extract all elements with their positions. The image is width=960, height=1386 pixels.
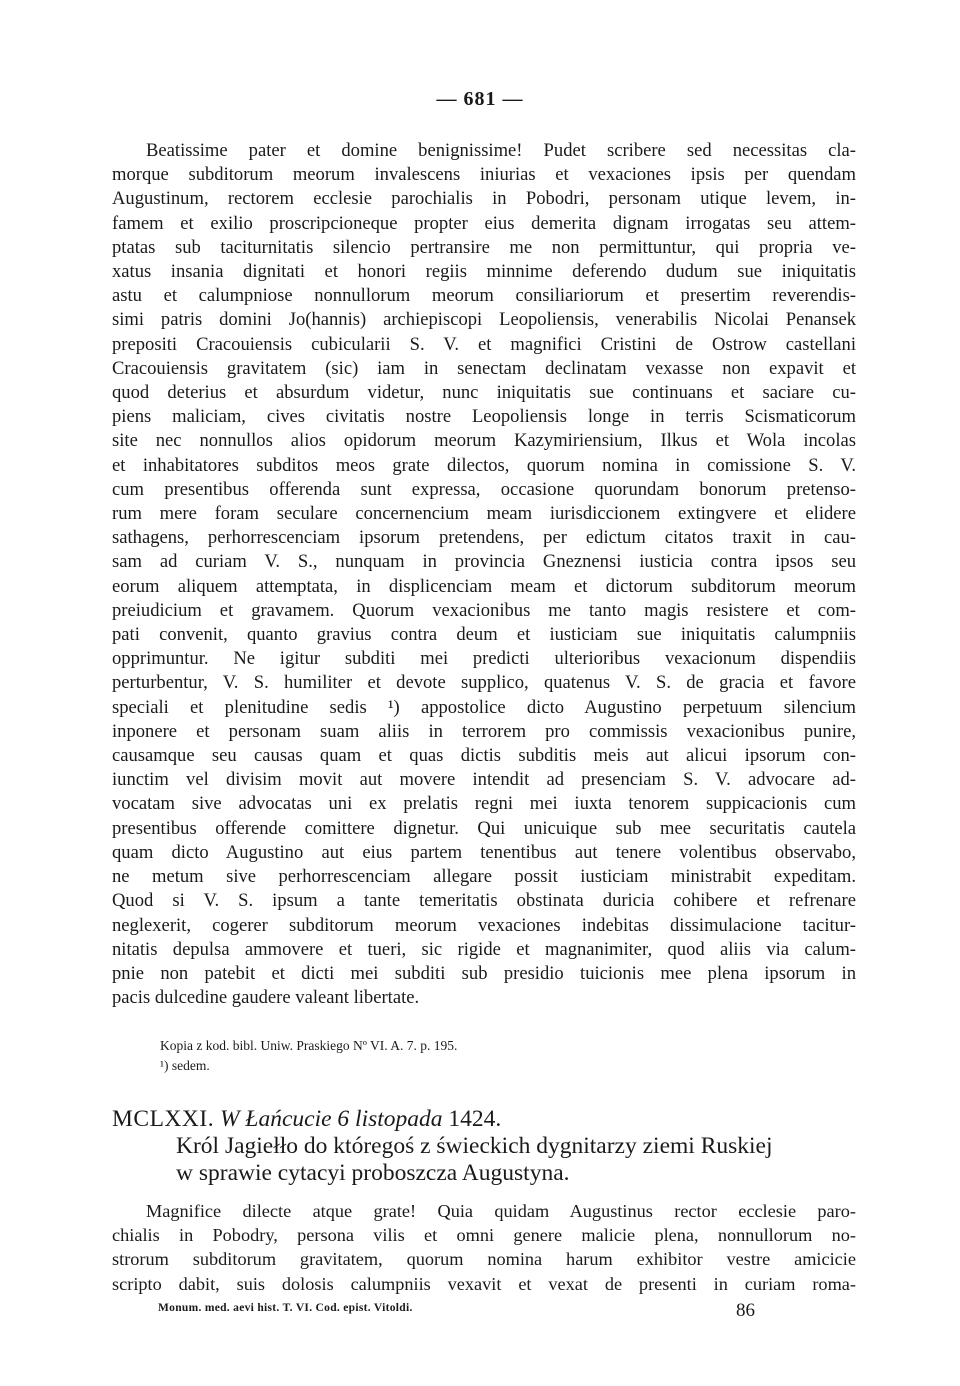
editorial-notes — [160, 1036, 457, 1076]
text-line: quod deterius et absurdum videtur, nunc iniquitatis sue continuans et saciare cu- — [112, 382, 856, 404]
document-date: 6 listopada — [337, 1106, 443, 1132]
text-line: morque subditorum meorum invalescens iniurias et vexaciones ipsis per quendam — [112, 164, 856, 186]
text-line: sam ad curiam V. S., nunquam in provincia Gneznensi iusticia contra ipsos seu — [112, 551, 856, 573]
sheet-signature: 86 — [736, 1300, 755, 1321]
text-line: ptatas sub taciturnitatis silencio pertransire me non permittuntur, qui propria ve- — [112, 236, 856, 258]
text-line: Beatissime pater et domine benignissime! Pudet scribere sed necessitas cla- — [146, 140, 856, 161]
text-line: opprimuntur. Ne igitur subditi mei predicti ulterioribus vexacionum dispendiis — [112, 648, 856, 670]
text-line: chialis in Pobodry, persona vilis et omni genere malicie plena, nonnullorum no- — [112, 1225, 856, 1246]
text-line: nitatis depulsa ammovere et tueri, sic rigide et magnanimiter, quod aliis via calum- — [112, 938, 856, 960]
document-place: W Łańcucie — [219, 1106, 332, 1132]
text-line: inponere et personam suam aliis in terrorem pro commissis vexacionibus punire, — [112, 720, 856, 742]
text-line: simi patris domini Jo(hannis) archiepiscopi Leopoliensis, venerabilis Nicolai Penansek — [112, 309, 856, 331]
text-line: Magnifice dilecte atque grate! Quia quidam Augustinus rector ecclesie paro- — [146, 1201, 856, 1221]
document-number: MCLXXI. — [112, 1106, 215, 1132]
text-line: Augustinum, rectorem ecclesie parochialis in Pobodri, personam utique levem, in- — [112, 188, 856, 210]
letter-body-2 — [112, 1199, 856, 1296]
text-line: speciali et plenitudine sedis ¹) appostolice dicto Augustino perpetuum silencium — [112, 696, 856, 718]
text-line: rum mere foram seculare concernencium meam iurisdiccionem extingvere et elidere — [112, 503, 856, 525]
text-line: scripto dabit, suis dolosis calumpniis vexavit et vexat de presenti in curiam roma- — [112, 1273, 856, 1294]
letter-body — [112, 139, 856, 1010]
text-line: cum presentibus offerenda sunt expressa, occasione quorundam bonorum pretenso- — [112, 478, 856, 500]
text-line: causamque seu causas quam et quas dictis subditis meis aut alicui ipsorum con- — [112, 745, 856, 767]
document-summary-line: Król Jagiełło do któregoś z świeckich dygnitarzy ziemi Ruskiej — [176, 1133, 773, 1159]
text-line: Cracouiensis gravitatem (sic) iam in senectam declinatam vexasse non expavit et — [112, 357, 856, 379]
text-line: Quod si V. S. ipsum a tante temeritatis obstinata duricia cohibere et refrenare — [112, 890, 856, 912]
document-heading — [112, 1106, 872, 1187]
text-line: famem et exilio proscripcioneque propter eius demerita dignam irrogatas seu attem- — [112, 212, 856, 234]
document-year: 1424. — [448, 1106, 502, 1132]
text-line: pati convenit, quanto gravius contra deum et iusticiam sue iniquitatis calumpniis — [112, 624, 856, 646]
text-line: site nec nonnullos alios opidorum meorum Kazymiriensium, Ilkus et Wola incolas — [112, 430, 856, 452]
text-line: pnie non patebit et dicti mei subditi sub presidio tuicionis mee plena ipsorum in — [112, 962, 856, 984]
series-footer: Monum. med. aevi hist. T. VI. Cod. epist. Vitoldi. — [158, 1302, 413, 1314]
text-line: pacis dulcedine gaudere valeant libertate. — [112, 987, 420, 1009]
text-line: eorum aliquem attemptata, in displicenciam meam et dictorum subditorum meorum — [112, 575, 856, 597]
text-line: xatus insania dignitati et honori regiis minnime deferendo dudum sue iniquitatis — [112, 261, 856, 283]
text-line: piens maliciam, cives civitatis nostre Leopoliensis longe in terris Scismaticorum — [112, 406, 856, 428]
text-line: perturbentur, V. S. humiliter et devote supplico, quatenus V. S. de gracia et favore — [112, 672, 856, 694]
text-line: ne metum sive perhorrescenciam allegare possit iusticiam ministrabit expeditam. — [112, 866, 856, 888]
page-number: — 681 — — [436, 88, 524, 110]
document-summary-line: w sprawie cytacyi proboszcza Augustyna. — [176, 1160, 570, 1186]
text-line: preiudicium et gravamem. Quorum vexacionibus me tanto magis resistere et com- — [112, 599, 856, 621]
text-line: et inhabitatores subditos meos grate dilectos, quorum nomina in comissione S. V. — [112, 454, 856, 476]
text-line: strorum subditorum gravitatem, quorum nomina harum exhibitor vestre amicicie — [112, 1249, 856, 1270]
text-line: neglexerit, cogerer subditorum meorum vexaciones indebitas dissimulacione tacitur- — [112, 914, 856, 936]
text-line: prepositi Cracouiensis cubicularii S. V. et magnifici Cristini de Ostrow castellani — [112, 333, 856, 355]
source-note: Kopia z kod. bibl. Uniw. Praskiego Nº VI. A. 7. p. 195. — [160, 1038, 458, 1053]
text-line: quam dicto Augustino aut eius partem tenentibus aut tenere volentibus observabo, — [112, 841, 856, 863]
text-line: iunctim vel divisim movit aut movere intendit ad presenciam S. V. advocare ad- — [112, 769, 856, 791]
text-line: presentibus offerende comittere dignetur. Qui unicuique sub mee securitatis cautela — [112, 817, 856, 839]
text-line: astu et calumpniose nonnullorum meorum consiliariorum et presertim reverendis- — [112, 285, 856, 307]
text-line: sathagens, perhorrescenciam ipsorum pretendens, per edictum citatos traxit in cau- — [112, 527, 856, 549]
text-line: vocatam sive advocatas uni ex prelatis regni mei iuxta tenorem suppicacionis cum — [112, 793, 856, 815]
footnote: ¹) sedem. — [160, 1058, 210, 1073]
